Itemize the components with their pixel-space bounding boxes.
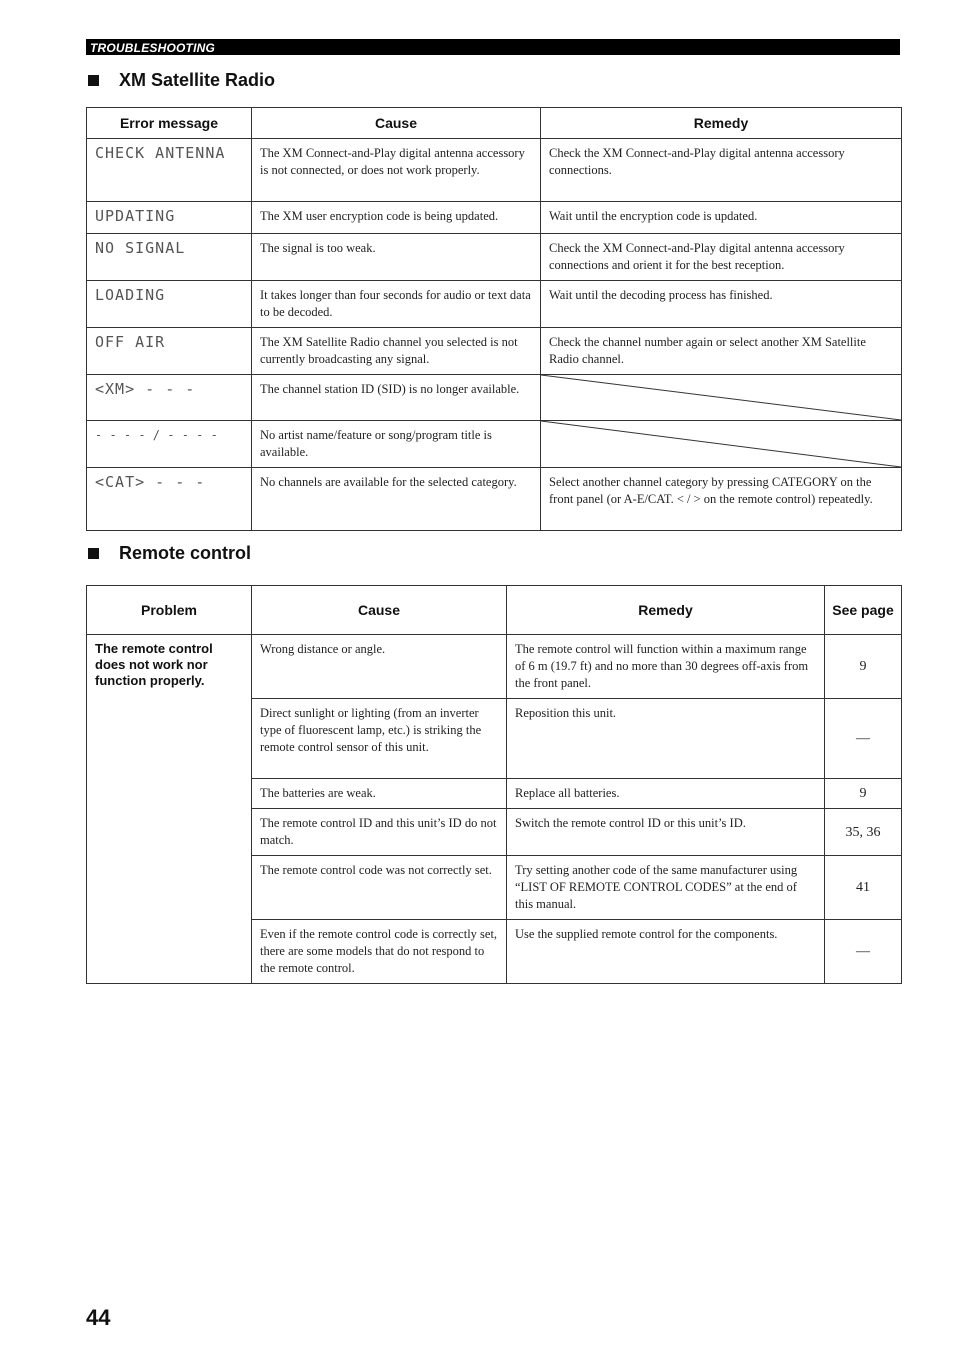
- remedy-text: Switch the remote control ID or this unit’s ID.: [507, 809, 825, 856]
- table-row: [87, 281, 902, 328]
- remedy-empty-cell: [541, 421, 902, 468]
- table-row: [87, 328, 902, 375]
- see-page: —: [825, 699, 902, 779]
- table-row: [87, 635, 902, 699]
- remote-control-table: [86, 585, 902, 984]
- table-row: [87, 375, 902, 421]
- column-header: See page: [825, 586, 902, 635]
- remedy-text: Reposition this unit.: [507, 699, 825, 779]
- cause-text: Direct sunlight or lighting (from an inverter type of fluorescent lamp, etc.) is striking the remote control sensor of this unit.: [252, 699, 507, 779]
- xm-title-text: XM Satellite Radio: [119, 70, 276, 90]
- remedy-text: Wait until the decoding process has finished.: [541, 281, 902, 328]
- diagonal-line-icon: [541, 421, 901, 467]
- remedy-text: Check the channel number again or select another XM Satellite Radio channel.: [541, 328, 902, 375]
- remedy-text: Replace all batteries.: [507, 779, 825, 809]
- column-header: Cause: [252, 108, 541, 139]
- remedy-text: Use the supplied remote control for the components.: [507, 920, 825, 984]
- error-message: NO SIGNAL: [87, 234, 252, 281]
- cause-text: The channel station ID (SID) is no longer available.: [252, 375, 541, 421]
- page-number: 44: [86, 1305, 111, 1330]
- error-message: OFF AIR: [87, 328, 252, 375]
- xm-error-table: [86, 107, 902, 531]
- cause-text: The XM user encryption code is being updated.: [252, 202, 541, 234]
- cause-text: It takes longer than four seconds for audio or text data to be decoded.: [252, 281, 541, 328]
- diagonal-line-icon: [541, 375, 901, 420]
- error-message: - - - - / - - - -: [87, 421, 252, 468]
- bullet-square-icon: [88, 75, 99, 86]
- cause-text: No channels are available for the selected category.: [252, 468, 541, 531]
- problem-text: The remote control does not work nor function properly.: [87, 635, 252, 984]
- column-header: Remedy: [541, 108, 902, 139]
- see-page: 41: [825, 856, 902, 920]
- column-header: Remedy: [507, 586, 825, 635]
- see-page: 9: [825, 635, 902, 699]
- cause-text: The XM Satellite Radio channel you selected is not currently broadcasting any signal.: [252, 328, 541, 375]
- error-message: <XM> - - -: [87, 375, 252, 421]
- cause-text: The batteries are weak.: [252, 779, 507, 809]
- column-header: Cause: [252, 586, 507, 635]
- remedy-text: Select another channel category by pressing CATEGORY on the front panel (or A-E/CAT. < / > on the remote control) repeatedly.: [541, 468, 902, 531]
- cause-text: Wrong distance or angle.: [252, 635, 507, 699]
- remedy-text: Try setting another code of the same manufacturer using “LIST OF REMOTE CONTROL CODES” at the end of this manual.: [507, 856, 825, 920]
- see-page: 9: [825, 779, 902, 809]
- remedy-text: Check the XM Connect-and-Play digital antenna accessory connections.: [541, 139, 902, 202]
- bullet-square-icon: [88, 548, 99, 559]
- error-message: CHECK ANTENNA: [87, 139, 252, 202]
- remote-section-title: [88, 543, 251, 564]
- remedy-text: The remote control will function within a maximum range of 6 m (19.7 ft) and no more than 30 degrees off-axis from the front panel.: [507, 635, 825, 699]
- table-row: [87, 139, 902, 202]
- remote-title-text: Remote control: [119, 543, 252, 563]
- cause-text: The signal is too weak.: [252, 234, 541, 281]
- column-header: Problem: [87, 586, 252, 635]
- error-message: <CAT> - - -: [87, 468, 252, 531]
- error-message: UPDATING: [87, 202, 252, 234]
- remedy-text: Check the XM Connect-and-Play digital antenna accessory connections and orient it for the best reception.: [541, 234, 902, 281]
- cause-text: The remote control code was not correctly set.: [252, 856, 507, 920]
- see-page: —: [825, 920, 902, 984]
- cause-text: No artist name/feature or song/program title is available.: [252, 421, 541, 468]
- see-page: 35, 36: [825, 809, 902, 856]
- xm-section-title: [88, 70, 275, 91]
- column-header: Error message: [87, 108, 252, 139]
- table-row: [87, 202, 902, 234]
- table-row: [87, 468, 902, 531]
- section-header-bar: [86, 39, 900, 55]
- cause-text: The remote control ID and this unit’s ID do not match.: [252, 809, 507, 856]
- remedy-text: Wait until the encryption code is updated.: [541, 202, 902, 234]
- section-header-label: TROUBLESHOOTING: [90, 41, 215, 55]
- cause-text: Even if the remote control code is correctly set, there are some models that do not respond to the remote control.: [252, 920, 507, 984]
- error-message: LOADING: [87, 281, 252, 328]
- cause-text: The XM Connect-and-Play digital antenna accessory is not connected, or does not work properly.: [252, 139, 541, 202]
- table-row: [87, 234, 902, 281]
- remedy-empty-cell: [541, 375, 902, 421]
- table-row: [87, 421, 902, 468]
